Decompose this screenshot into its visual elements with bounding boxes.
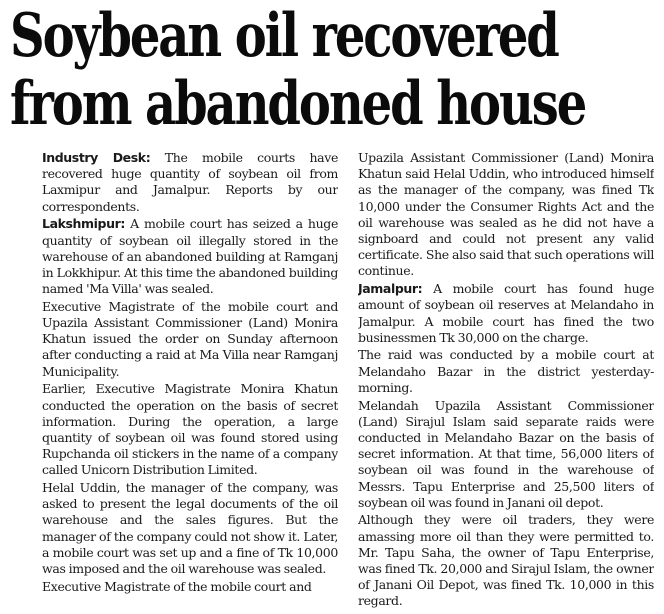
- paragraph-text: The raid was conducted by a mobile court at Melandaho Bazar in the district yesterday-morning.: [358, 347, 654, 395]
- headline-line-1: Soybean oil recovered: [10, 1, 558, 71]
- paragraph: [42, 579, 338, 595]
- paragraph: [358, 398, 654, 511]
- paragraph: [42, 150, 338, 215]
- dateline: Lakshmipur:: [42, 216, 125, 232]
- paragraph: [358, 150, 654, 280]
- right-column: [358, 150, 654, 614]
- paragraph-text: Executive Magistrate of the mobile court and: [42, 578, 312, 594]
- dateline: Industry Desk:: [42, 150, 151, 165]
- paragraph: [42, 480, 338, 577]
- paragraph-text: A mobile court has found huge amount of soybean oil reserves at Melandaho in Jamalpur. A mobile court has fined the two businessmen Tk 30,000 on the charge.: [358, 281, 654, 345]
- paragraph-text: Helal Uddin, the manager of the company, was asked to present the legal documents of the oil warehouse and the sales figures. But the manager of the company could not show it. Later, a mobile court was set up and a fine of Tk 10,000 was imposed and the oil warehouse was sealed.: [42, 480, 338, 577]
- paragraph: [42, 299, 338, 380]
- paragraph: [358, 347, 654, 396]
- paragraph-text: A mobile court has seized a huge quantity of soybean oil illegally stored in the warehouse of an abandoned building at Ramganj in Lokkhipur. At this time the abandoned building named 'Ma Villa' was sealed.: [42, 216, 338, 297]
- paragraph-text: Earlier, Executive Magistrate Monira Khatun conducted the operation on the basis of secret information. During the operation, a large quantity of soybean oil was found stored using Rupchanda oil stickers in the name of a company called Unicorn Distribution Limited.: [42, 381, 338, 478]
- paragraph-text: Upazila Assistant Commissioner (Land) Monira Khatun said Helal Uddin, who introduced himself as the manager of the company, was fined Tk 10,000 under the Consumer Rights Act and the oil warehouse was sealed as he did not have a signboard and could not present any valid certificate. She also said that such operations will continue.: [358, 150, 654, 279]
- paragraph: [42, 216, 338, 297]
- paragraph: [358, 281, 654, 346]
- paragraph: [42, 381, 338, 478]
- left-column: [42, 150, 338, 614]
- article-body: [42, 150, 654, 614]
- paragraph: [358, 512, 654, 609]
- paragraph-text: Executive Magistrate of the mobile court and Upazila Assistant Commissioner (Land) Monira Khatun issued the order on Sunday afternoon after conducting a raid at Ma Villa near Ramganj Municipality.: [42, 298, 338, 379]
- paragraph-text: Melandah Upazila Assistant Commissioner (Land) Sirajul Islam said separate raids were conducted in Melandaho Bazar on the basis of secret information. At that time, 56,000 liters of soybean oil was found in the warehouse of Messrs. Tapu Enterprise and 25,500 liters of soybean oil was found in Janani oil depot.: [358, 397, 654, 510]
- paragraph-text: Although they were oil traders, they were amassing more oil than they were permitted to. Mr. Tapu Saha, the owner of Tapu Enterprise, was fined Tk. 20,000 and Sirajul Islam, the owner of Janani Oil Depot, was fined Tk. 10,000 in this regard.: [358, 512, 654, 609]
- dateline: Jamalpur:: [358, 281, 423, 297]
- headline-line-2: from abandoned house: [10, 69, 586, 139]
- paragraph-text: The mobile courts have recovered huge quantity of soybean oil from Laxmipur and Jamalpur. Reports by our correspondents.: [42, 150, 338, 214]
- headline: [10, 2, 654, 138]
